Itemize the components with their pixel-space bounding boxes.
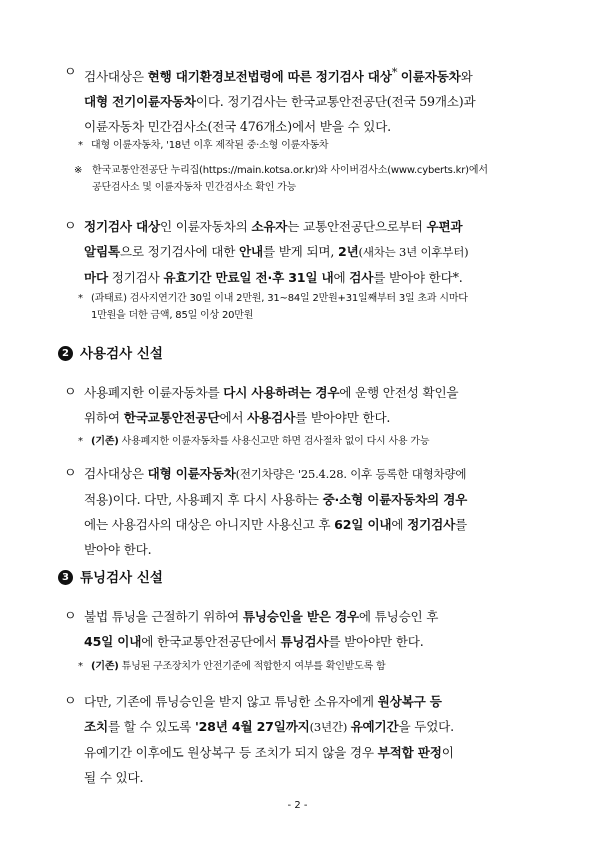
line: 마다 정기검사 유효기간 만료일 전·후 31일 내에 검사를 받아야 한다*. xyxy=(84,270,463,285)
bullet-mark: ㅇ xyxy=(64,385,77,400)
reference-note-inspection-sites: ※ 한국교통안전공단 누리집(https://main.kotsa.or.kr)와 사이버검사소(www.cyberts.kr)에서 공단검사소 및 이륜자동차 민간검사소 확인 가능 xyxy=(74,165,488,193)
line: 이륜자동차 민간검사소(전국 476개소)에서 받을 수 있다. xyxy=(84,119,391,135)
section-title: 튜닝검사 신설 xyxy=(80,570,163,586)
paragraph-grace-period xyxy=(64,689,544,790)
line: 될 수 있다. xyxy=(84,770,144,785)
bullet-mark: ㅇ xyxy=(64,694,77,709)
line: 다만, 기존에 튜닝승인을 받지 않고 튜닝한 소유자에게 원상복구 등 xyxy=(84,694,442,709)
bullet-mark: ㅇ xyxy=(64,219,77,234)
line: 대형 전기이륜자동차이다. 정기검사는 한국교통안전공단(전국 59개소)과 xyxy=(84,94,476,110)
footnote-previous-rule: * (기존) 사용폐지한 이륜자동차를 사용신고만 하면 검사절차 없이 다시 사용 가능 xyxy=(78,436,430,447)
section-number-badge: 3 xyxy=(58,570,73,585)
paragraph-inspection-target xyxy=(64,60,544,139)
line: 사용폐지한 이륜자동차를 다시 사용하려는 경우에 운행 안전성 확인을 xyxy=(84,385,459,400)
line: 검사대상은 대형 이륜자동차(전기차량은 '25.4.28. 이후 등록한 대형차량에 xyxy=(84,466,467,481)
line: 위하여 한국교통안전공단에서 사용검사를 받아야만 한다. xyxy=(84,410,391,425)
line: 45일 이내에 한국교통안전공단에서 튜닝검사를 받아야만 한다. xyxy=(84,634,424,649)
bullet-mark: ㅇ xyxy=(64,609,77,624)
bullet-mark: ㅇ xyxy=(64,65,77,80)
line: 받아야 한다. xyxy=(84,542,152,557)
footnote-large-motorcycle: * 대형 이륜자동차, '18년 이후 제작된 중·소형 이륜자동차 xyxy=(78,140,329,151)
line: 정기검사 대상인 이륜자동차의 소유자는 교통안전공단으로부터 우편과 xyxy=(84,219,463,234)
paragraph-use-inspection-target xyxy=(64,461,544,562)
line: 불법 튜닝을 근절하기 위하여 튜닝승인을 받은 경우에 튜닝승인 후 xyxy=(84,609,439,624)
line: 유예기간 이후에도 원상복구 등 조치가 되지 않을 경우 부적합 판정이 xyxy=(84,745,454,760)
line: 알림톡으로 정기검사에 대한 안내를 받게 되며, 2년(새차는 3년 이후부터) xyxy=(84,244,469,259)
section-number-badge: 2 xyxy=(58,346,73,361)
page-number: - 2 - xyxy=(287,800,308,811)
section-title: 사용검사 신설 xyxy=(80,346,163,362)
paragraph-periodic-inspection xyxy=(64,214,544,290)
line: 조치를 할 수 있도록 '28년 4월 27일까지(3년간) 유예기간을 두었다. xyxy=(84,719,454,734)
line: 적용)이다. 다만, 사용폐지 후 다시 사용하는 중·소형 이륜자동차의 경우 xyxy=(84,492,468,507)
line: 에는 사용검사의 대상은 아니지만 사용신고 후 62일 이내에 정기검사를 xyxy=(84,517,468,532)
paragraph-reuse-inspection xyxy=(64,380,544,430)
footnote-previous-tuning-rule: * (기존) 튜닝된 구조장치가 안전기준에 적합한지 여부를 확인받도록 함 xyxy=(78,661,386,672)
bullet-mark: ㅇ xyxy=(64,466,77,481)
paragraph-tuning-inspection xyxy=(64,604,544,654)
line: 검사대상은 현행 대기환경보전법령에 따른 정기검사 대상* 이륜자동차와 xyxy=(84,65,473,85)
footnote-penalty: * (과태료) 검사지연기간 30일 이내 2만원, 31~84일 2만원+31일째부터 3일 초과 시마다 1만원을 더한 금액, 85일 이상 20만원 xyxy=(78,293,468,321)
